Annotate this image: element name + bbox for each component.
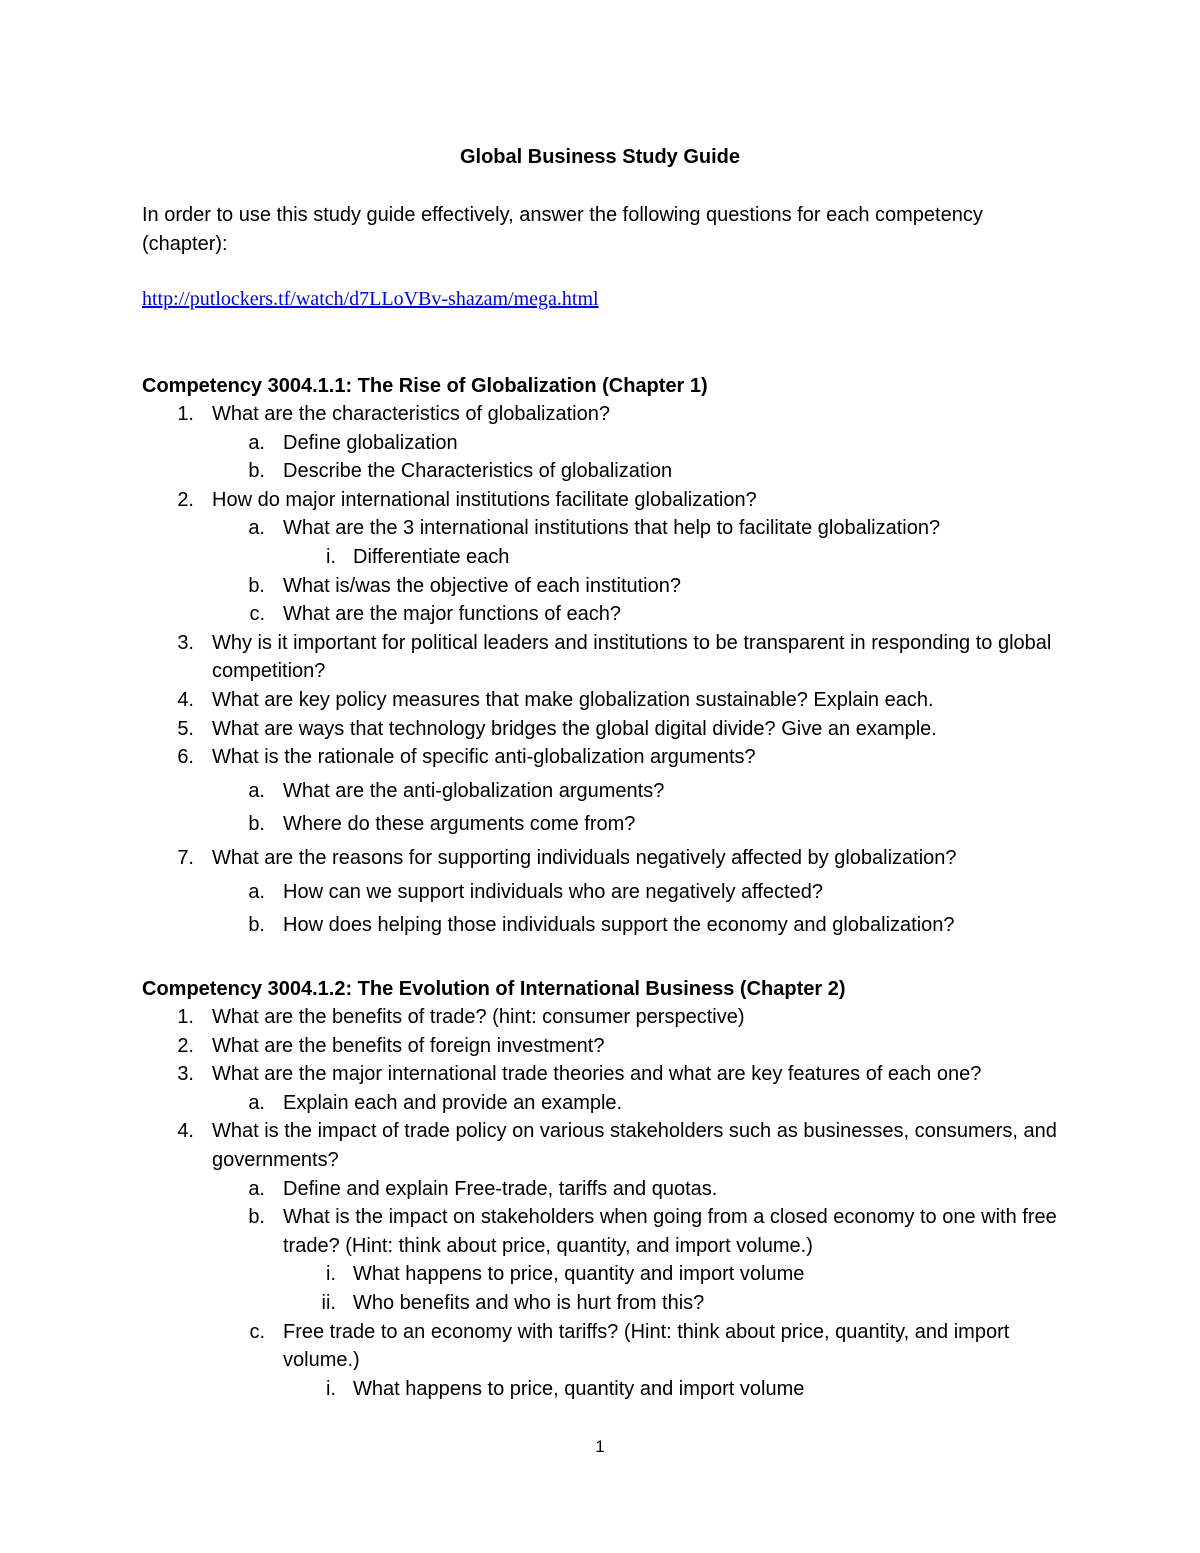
list-item: 4. What are key policy measures that make globalization sustainable? Explain each. <box>177 688 934 711</box>
list-item: c. Free trade to an economy with tariffs? (Hint: think about price, quantity, and import volume.) <box>249 1320 1010 1372</box>
page-number: 1 <box>595 1437 605 1456</box>
list-item: 6. What is the rationale of specific anti-globalization arguments? <box>177 746 756 769</box>
list-item: c. What are the major functions of each? <box>249 603 621 626</box>
list-item: b. Describe the Characteristics of globalization <box>248 460 673 483</box>
question-list <box>142 1003 1082 1403</box>
list-item: 3. What are the major international trade theories and what are key features of each one? <box>177 1063 982 1086</box>
list-item: i. What happens to price, quantity and import volume <box>326 1263 805 1286</box>
study-guide-link[interactable]: http://putlockers.tf/watch/d7LLoVBv-shazam/mega.html <box>142 288 599 310</box>
section-competency-2 <box>142 975 1082 1403</box>
list-item: 3. Why is it important for political leaders and institutions to be transparent in responding to global competition? <box>177 631 1052 683</box>
section-heading: Competency 3004.1.2: The Evolution of International Business (Chapter 2) <box>142 978 846 1000</box>
list-item: a. Define and explain Free-trade, tariffs and quotas. <box>248 1177 718 1200</box>
section-competency-1 <box>142 372 1082 940</box>
intro-paragraph: In order to use this study guide effectively, answer the following questions for each competency (chapter): <box>142 204 983 255</box>
question-list <box>142 400 1082 940</box>
list-item: i. What happens to price, quantity and import volume <box>326 1377 805 1400</box>
list-item: 4. What is the impact of trade policy on various stakeholders such as businesses, consumers, and governments? <box>177 1120 1057 1171</box>
list-item: b. What is the impact on stakeholders when going from a closed economy to one with free trade? (Hint: think about price, quantity, and import volume.) <box>248 1206 1057 1257</box>
list-item: 1. What are the characteristics of globalization? <box>177 403 610 425</box>
list-item: b. How does helping those individuals support the economy and globalization? <box>248 914 955 937</box>
list-item: a. What are the 3 international institutions that help to facilitate globalization? <box>248 517 941 540</box>
list-item: 2. How do major international institutions facilitate globalization? <box>177 488 757 511</box>
list-item: a. What are the anti-globalization arguments? <box>248 779 665 802</box>
list-item: 1. What are the benefits of trade? (hint: consumer perspective) <box>177 1006 745 1028</box>
list-item: b. What is/was the objective of each institution? <box>248 574 681 597</box>
list-item: 5. What are ways that technology bridges the global digital divide? Give an example. <box>177 717 937 740</box>
section-heading: Competency 3004.1.1: The Rise of Globalization (Chapter 1) <box>142 375 708 397</box>
list-item: 7. What are the reasons for supporting individuals negatively affected by globalization? <box>177 846 957 869</box>
list-item: 2. What are the benefits of foreign investment? <box>177 1034 605 1057</box>
page-title: Global Business Study Guide <box>459 146 741 168</box>
list-item: a. How can we support individuals who are negatively affected? <box>248 880 823 903</box>
list-item: a. Explain each and provide an example. <box>248 1091 623 1114</box>
list-item: ii. Who benefits and who is hurt from this? <box>321 1291 705 1314</box>
list-item: b. Where do these arguments come from? <box>248 813 636 836</box>
list-item: a. Define globalization <box>248 431 458 454</box>
list-item: i. Differentiate each <box>326 545 510 568</box>
